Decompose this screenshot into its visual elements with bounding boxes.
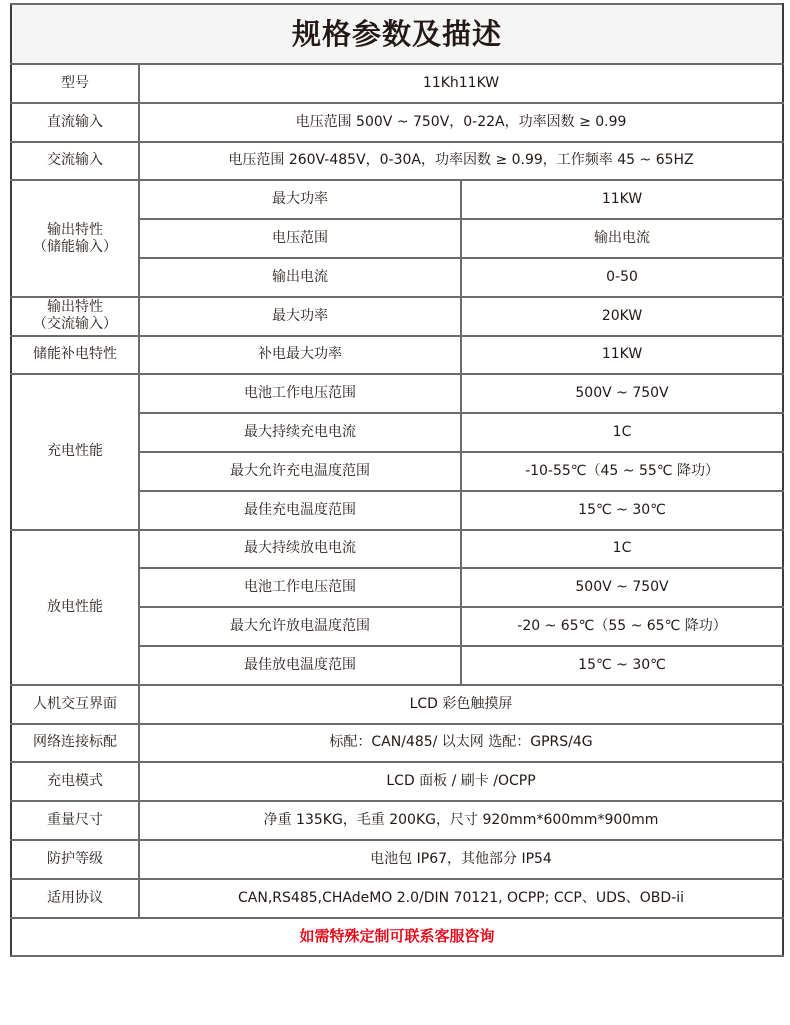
table-row-storage-supplement <box>11 336 783 375</box>
sub-label: 最大允许充电温度范围 <box>139 452 461 491</box>
sub-label: 最佳放电温度范围 <box>139 646 461 685</box>
table-row-dc-input <box>11 103 783 142</box>
row-value: 电池包 IP67，其他部分 IP54 <box>139 840 783 879</box>
sub-value: 500V ~ 750V <box>461 568 783 607</box>
group-label-line1: 输出特性 <box>47 221 103 238</box>
sub-label: 电压范围 <box>139 219 461 258</box>
sub-value: 500V ~ 750V <box>461 374 783 413</box>
table-row-model <box>11 64 783 103</box>
sub-label: 电池工作电压范围 <box>139 568 461 607</box>
page-title: 规格参数及描述 <box>11 4 783 64</box>
sub-label: 最大功率 <box>139 297 461 336</box>
sub-label: 最大允许放电温度范围 <box>139 607 461 646</box>
row-label: 储能补电特性 <box>11 336 139 375</box>
row-label: 适用协议 <box>11 879 139 918</box>
table-row-ac-input <box>11 142 783 181</box>
row-label: 型号 <box>11 64 139 103</box>
sub-value: -20 ~ 65℃（55 ~ 65℃ 降功） <box>461 607 783 646</box>
group-label-discharging: 放电性能 <box>11 530 139 685</box>
sub-label: 最佳充电温度范围 <box>139 491 461 530</box>
table-row-output-ac <box>11 297 783 336</box>
row-value: LCD 面板 / 刷卡 /OCPP <box>139 762 783 801</box>
sub-value: -10-55℃（45 ~ 55℃ 降功） <box>461 452 783 491</box>
sub-label: 输出电流 <box>139 258 461 297</box>
table-row-weight-size <box>11 801 783 840</box>
sub-value: 1C <box>461 530 783 569</box>
row-value: LCD 彩色触摸屏 <box>139 685 783 724</box>
row-label: 防护等级 <box>11 840 139 879</box>
sub-label: 最大持续放电电流 <box>139 530 461 569</box>
row-label: 重量尺寸 <box>11 801 139 840</box>
table-row-charging <box>11 374 783 413</box>
sub-value: 11KW <box>461 180 783 219</box>
sub-label: 最大功率 <box>139 180 461 219</box>
table-row-network <box>11 724 783 763</box>
table-row-discharging <box>11 530 783 569</box>
group-label-output-ac <box>11 297 139 336</box>
row-value: 电压范围 260V-485V，0-30A，功率因数 ≥ 0.99，工作频率 45 ~ 65HZ <box>139 142 783 181</box>
sub-label: 电池工作电压范围 <box>139 374 461 413</box>
row-label: 直流输入 <box>11 103 139 142</box>
group-label-output-storage <box>11 180 139 296</box>
sub-value: 15℃ ~ 30℃ <box>461 491 783 530</box>
row-label: 人机交互界面 <box>11 685 139 724</box>
table-row-protocol <box>11 879 783 918</box>
table-row-output-storage <box>11 180 783 219</box>
row-value: CAN,RS485,CHAdeMO 2.0/DIN 70121, OCPP; CCP、UDS、OBD-ii <box>139 879 783 918</box>
group-label-line2: （交流输入） <box>33 316 117 333</box>
row-value: 11Kh11KW <box>139 64 783 103</box>
footer-row <box>11 918 783 957</box>
table-row-charge-mode <box>11 762 783 801</box>
sub-label: 补电最大功率 <box>139 336 461 375</box>
row-label: 网络连接标配 <box>11 724 139 763</box>
table-row-hmi <box>11 685 783 724</box>
sub-value: 11KW <box>461 336 783 375</box>
row-value: 净重 135KG，毛重 200KG，尺寸 920mm*600mm*900mm <box>139 801 783 840</box>
row-label: 充电模式 <box>11 762 139 801</box>
group-label-charging: 充电性能 <box>11 374 139 529</box>
row-label: 交流输入 <box>11 142 139 181</box>
group-label-line1: 输出特性 <box>47 299 103 316</box>
row-value: 电压范围 500V ~ 750V，0-22A，功率因数 ≥ 0.99 <box>139 103 783 142</box>
custom-inquiry-note: 如需特殊定制可联系客服咨询 <box>11 918 783 957</box>
table-row-protection <box>11 840 783 879</box>
title-row <box>11 4 783 64</box>
sub-value: 1C <box>461 413 783 452</box>
sub-label: 最大持续充电电流 <box>139 413 461 452</box>
sub-value: 0-50 <box>461 258 783 297</box>
sub-value: 20KW <box>461 297 783 336</box>
spec-table <box>10 3 784 957</box>
sub-value: 输出电流 <box>461 219 783 258</box>
row-value: 标配：CAN/485/ 以太网 选配：GPRS/4G <box>139 724 783 763</box>
group-label-line2: （储能输入） <box>33 238 117 255</box>
sub-value: 15℃ ~ 30℃ <box>461 646 783 685</box>
